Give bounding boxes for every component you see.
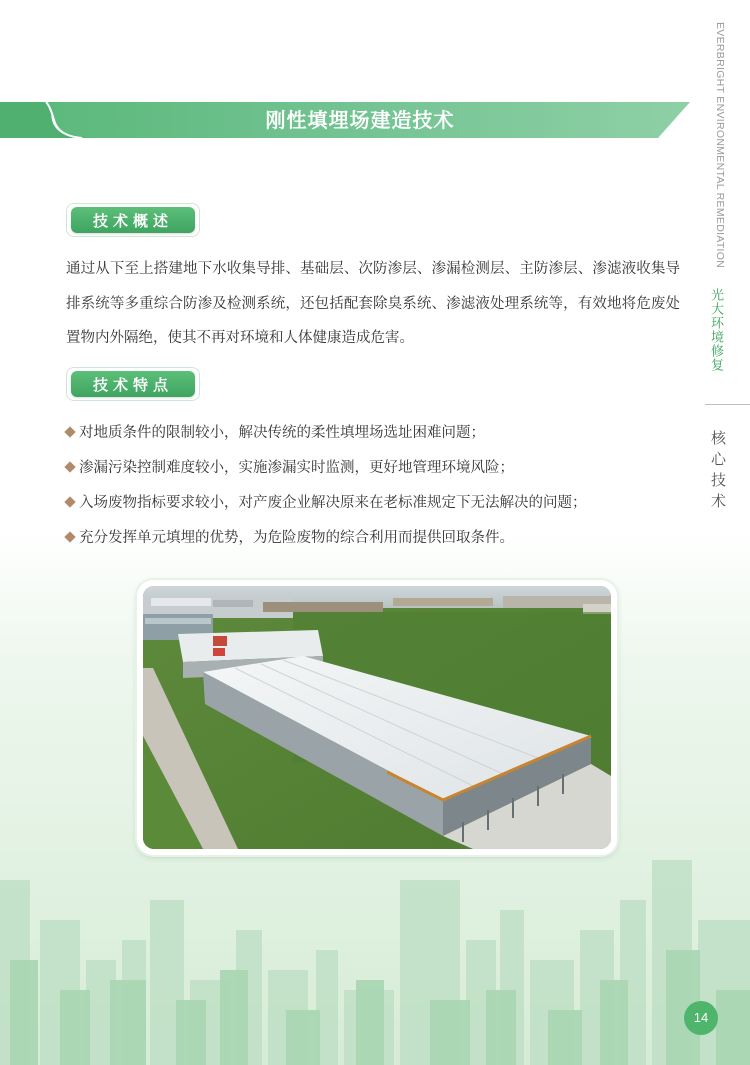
- overview-text: 通过从下至上搭建地下水收集导排、基础层、次防渗层、渗漏检测层、主防渗层、渗滤液收集导排系统等多重综合防渗及检测系统，还包括配套除臭系统、渗滤液处理系统等，有效地将危废处置物内外隔绝，使其不再对环境和人体健康造成危害。: [66, 261, 680, 346]
- section-name-vertical: 核心技术: [709, 430, 727, 514]
- features-list: [66, 416, 686, 556]
- page-number-badge: 14: [684, 1001, 718, 1035]
- city-skyline-decoration: [0, 840, 750, 1065]
- features-label: [66, 367, 200, 401]
- features-label-text: 技术特点: [71, 371, 195, 397]
- title-banner: [0, 100, 690, 140]
- diamond-bullet-icon: [64, 496, 75, 507]
- list-item: 入场废物指标要求较小，对产废企业解决原来在老标准规定下无法解决的问题；: [66, 486, 686, 521]
- facility-aerial-photo: [143, 586, 611, 849]
- side-divider: [705, 404, 750, 405]
- facility-photo-frame: [137, 580, 617, 855]
- page-title: 刚性填埋场建造技术: [265, 108, 455, 132]
- diamond-bullet-icon: [64, 426, 75, 437]
- diamond-bullet-icon: [64, 461, 75, 472]
- diamond-bullet-icon: [64, 531, 75, 542]
- overview-label: [66, 203, 200, 237]
- brand-chinese-vertical: 光大环境修复: [708, 288, 723, 372]
- list-item: 充分发挥单元填埋的优势，为危险废物的综合利用而提供回取条件。: [66, 521, 686, 556]
- brand-english-vertical: EVERBRIGHT ENVIRONMENTAL REMEDIATION: [714, 22, 726, 269]
- list-item: 渗漏污染控制难度较小，实施渗漏实时监测，更好地管理环境风险；: [66, 451, 686, 486]
- overview-label-text: 技术概述: [71, 207, 195, 233]
- list-item: 对地质条件的限制较小，解决传统的柔性填埋场选址困难问题；: [66, 416, 686, 451]
